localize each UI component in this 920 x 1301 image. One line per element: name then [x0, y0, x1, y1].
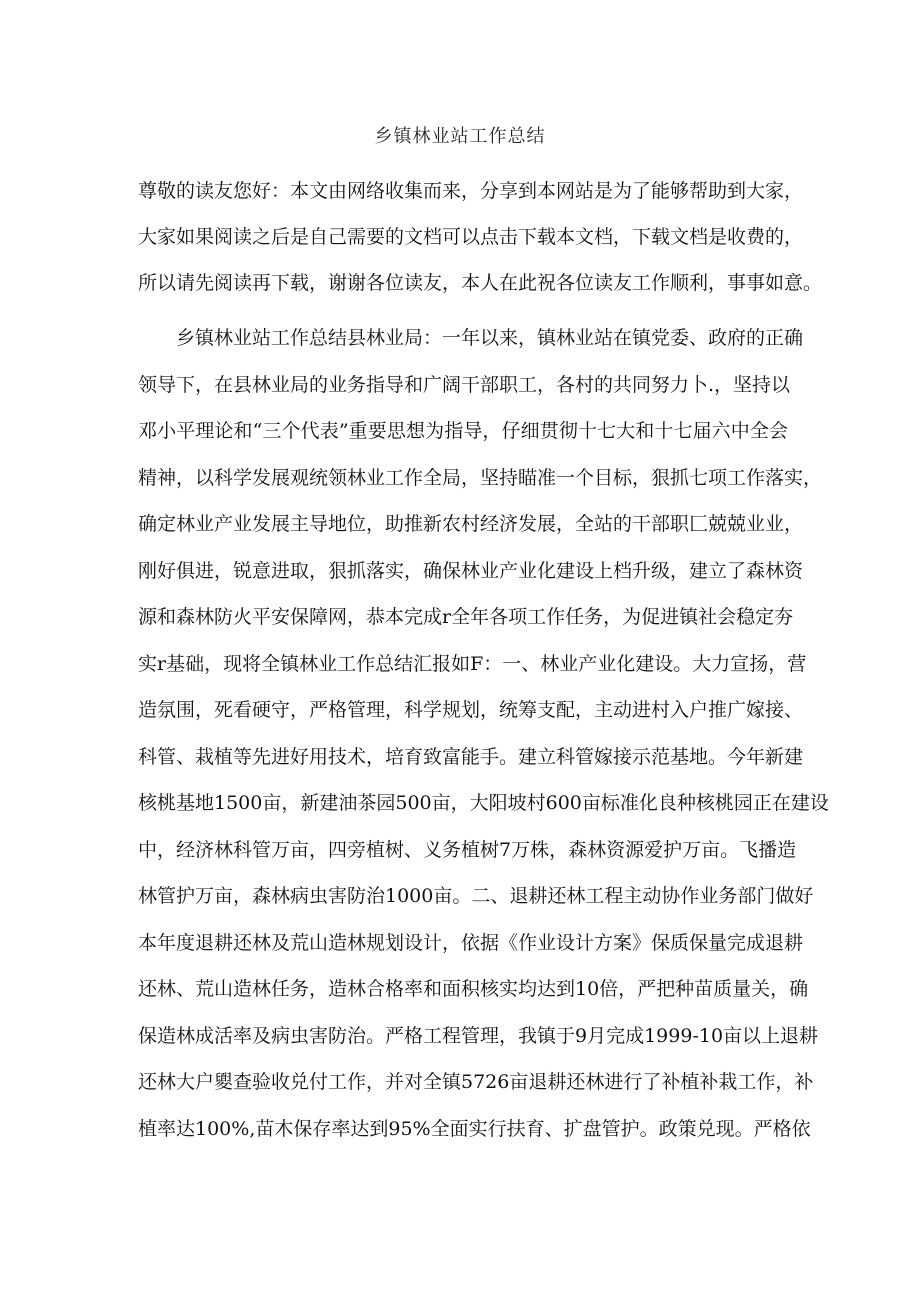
body-line: 还林、荒山造林任务，造林合格率和面积核实均达到10倍，严把种苗质量关，确: [138, 978, 809, 1000]
body-line: 刚好俱进，锐意进取，狠抓落实，确保林业产业化建设上档升级，建立了森林资: [138, 559, 804, 582]
body-line: 科管、栽植等先进好用技术，培育致富能手。建立科管嫁接示范基地。今年新建: [138, 745, 804, 768]
body-line: 源和森林防火平安保障网，恭本完成r全年各项工作任务，为促进镇社会稳定夯: [138, 606, 794, 628]
body-line: 领导下，在县林业局的业务指导和广阔干部职工，各村的共同努力卜.，坚持以: [138, 373, 791, 396]
body-line: 邓小平理论和“三个代表”重要思想为指导，仔细贯彻十七大和十七届六中全会: [138, 420, 788, 442]
body-line: 保造林成活率及病虫害防治。严格工程管理，我镇于9月完成1999-10亩以上退耕: [138, 1024, 819, 1047]
body-line: 精神，以科学发展观统领林业工作全局，坚持瞄准一个目标，狠抓七项工作落实，: [138, 466, 823, 489]
notice-line: 所以请先阅读再下载，谢谢各位读友，本人在此祝各位读友工作顺利，事事如意。: [138, 272, 823, 294]
body-line: 乡镇林业站工作总结县林业局：一年以来，镇林业站在镇党委、政府的正确: [176, 327, 804, 349]
notice-line: 尊敬的读友您好：本文由网络收集而来，分享到本网站是为了能够帮助到大家，: [138, 180, 804, 202]
body-line: 实r基础，现将全镇林业工作总结汇报如F：一、林业产业化建设。大力宣扬，营: [138, 652, 807, 675]
reader-notice: [138, 168, 823, 306]
notice-line: 大家如果阅读之后是自己需要的文档可以点击下载本文档，下载文档是收费的，: [138, 226, 804, 248]
body-line: 还林大户夓查验收兑付工作，并对全镇5726亩退耕还林进行了补植补栽工作，补: [138, 1071, 814, 1093]
body-paragraph: [138, 315, 829, 1152]
body-line: 造氛围，死看硬守，严格管理，科学规划，统筹支配，主动进村入户推广嫁接、: [138, 699, 804, 721]
document-title: 乡镇林业站工作总结: [374, 126, 546, 147]
body-line: 植率达100%,苗木保存率达到95%全面实行扶育、扩盘管护。政策兑现。严格依: [138, 1117, 811, 1140]
body-line: 本年度退耕还林及荒山造林规划设计，依据《作业设计方案》保质保量完成退耕: [138, 931, 804, 954]
body-line: 林管护万亩，森林病虫害防治1000亩。二、退耕还林工程主动协作业务部门做好: [138, 885, 814, 907]
body-line: 确定林业产业发展主导地位，助推新农村经济发展，全站的干部职匚兢兢业业，: [138, 513, 804, 535]
body-line: 中，经济林科管万亩，四旁植树、义务植树7万株，森林资源爱护万亩。飞播造: [138, 838, 797, 861]
body-line: 核桃基地1500亩，新建油茶园500亩，大阳坡村600亩标准化良种核桃园正在建设: [138, 792, 829, 814]
